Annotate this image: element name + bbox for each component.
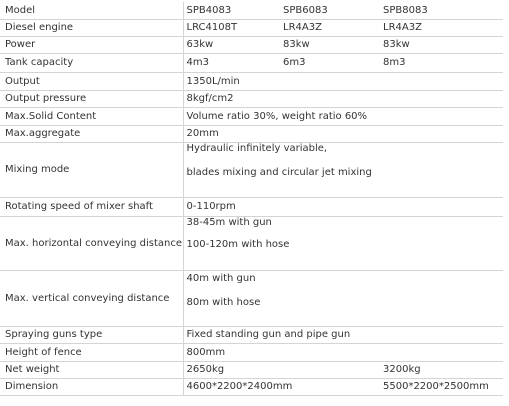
cell-value-multiline [183,142,503,197]
table-row [0,197,503,216]
cell-line: blades mixing and circular jet mixing [186,166,372,178]
cell-line: 38-45m with gun [186,216,272,228]
cell-value: 800mm [183,343,503,361]
cell-value: 6m3 [280,53,380,72]
row-label: Max. horizontal conveying distance [0,216,183,270]
row-label: Tank capacity [0,53,183,72]
table-row [0,142,503,197]
cell-value: 8m3 [380,53,503,72]
cell-value-multiline [183,270,503,326]
row-label: Diesel engine [0,19,183,36]
cell-line: 40m with gun [186,272,256,284]
table-row [0,343,503,361]
cell-value: LRC4108T [183,19,280,36]
cell-value: 5500*2200*2500mm [380,378,503,395]
cell-value: LR4A3Z [280,19,380,36]
table-row [0,107,503,125]
table-row [0,361,503,378]
table-row [0,36,503,53]
cell-value: 4m3 [183,53,280,72]
table-row [0,378,503,395]
row-label: Output pressure [0,90,183,107]
row-label: Max. vertical conveying distance [0,270,183,326]
row-label: Max.aggregate [0,125,183,142]
cell-value: 83kw [380,36,503,53]
table-row [0,216,503,270]
table-row [0,125,503,142]
row-label: Model [0,2,183,19]
row-label: Mixing mode [0,142,183,197]
cell-line: 100-120m with hose [186,238,290,250]
cell-value: 1350L/min [183,72,503,90]
cell-value: 8kgf/cm2 [183,90,503,107]
cell-value: 3200kg [380,361,503,378]
cell-value: 20mm [183,125,503,142]
row-label: Spraying guns type [0,326,183,343]
cell-value: SPB4083 [183,2,280,19]
cell-value: LR4A3Z [380,19,503,36]
cell-value: 4600*2200*2400mm [183,378,380,395]
row-label: Net weight [0,361,183,378]
table-row [0,270,503,326]
cell-value: 0-110rpm [183,197,503,216]
cell-value: 63kw [183,36,280,53]
row-label: Dimension [0,378,183,395]
table-row [0,326,503,343]
row-label: Rotating speed of mixer shaft [0,197,183,216]
row-label: Height of fence [0,343,183,361]
cell-value: 83kw [280,36,380,53]
row-label: Output [0,72,183,90]
cell-value-multiline [183,216,503,270]
cell-value: SPB8083 [380,2,503,19]
cell-value: Volume ratio 30%, weight ratio 60% [183,107,503,125]
row-label: Max.Solid Content [0,107,183,125]
table-row [0,19,503,36]
cell-value: 2650kg [183,361,380,378]
table-row [0,90,503,107]
table-row [0,53,503,72]
cell-value: Fixed standing gun and pipe gun [183,326,503,343]
cell-line: 80m with hose [186,296,261,308]
cell-value: SPB6083 [280,2,380,19]
spec-table [0,2,503,396]
table-row [0,72,503,90]
table-row [0,2,503,19]
row-label: Power [0,36,183,53]
cell-line: Hydraulic infinitely variable, [186,142,328,154]
